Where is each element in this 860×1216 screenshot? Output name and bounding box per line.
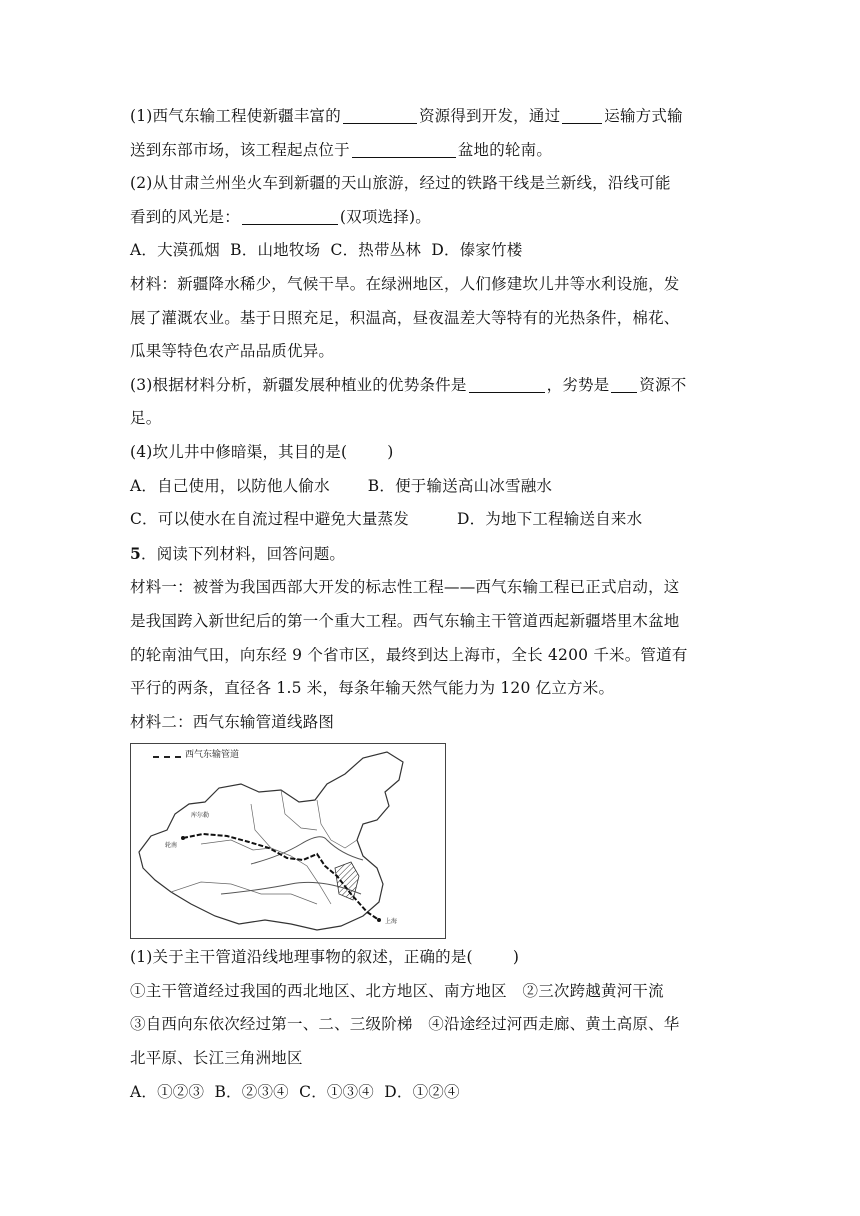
text: (3)根据材料分析，新疆发展种植业的优势条件是 — [130, 375, 467, 394]
text: ．阅读下列材料，回答问题。 — [141, 544, 346, 563]
q1-part2-line2 — [130, 201, 740, 235]
map-label-lunnan: 轮南 — [165, 842, 178, 850]
q1-part1-line2 — [130, 134, 740, 168]
pipeline-map — [130, 743, 446, 939]
worksheet-page — [130, 100, 740, 1109]
text: ，劣势是 — [546, 375, 610, 394]
option-c: C．可以使水在自流过程中避免大量蒸发 — [130, 510, 409, 529]
material-line2: 展了灌溉农业。基于日照充足，积温高，昼夜温差大等特有的光热条件，棉花、 — [130, 308, 680, 327]
text: (4)坎儿井中修暗渠，其目的是( — [130, 442, 348, 461]
q1-part4-options-cd — [130, 503, 740, 537]
q1-part3-line2: 足。 — [130, 409, 162, 428]
text: 运输方式输 — [604, 107, 683, 125]
option-b: B．便于输送高山冰雪融水 — [367, 476, 553, 495]
china-outline-map — [131, 744, 445, 938]
option-a: A．大漠孤烟 — [130, 241, 220, 260]
map-label-korla: 库尔勒 — [191, 812, 210, 820]
answer-blank[interactable] — [562, 106, 602, 124]
answer-blank[interactable] — [469, 375, 545, 393]
q5-m2: 材料二：西气东输管道线路图 — [130, 712, 335, 731]
q5-m1-line2: 是我国跨入新世纪后的第一个重大工程。西气东输主干管道西起新疆塔里木盆地 — [130, 611, 680, 630]
text: 看到的风光是： — [130, 207, 240, 226]
q5-m1-line4: 平行的两条，直径各 1.5 米，每条年输天然气能力为 120 亿立方米。 — [130, 679, 615, 698]
text: (1)西气东输工程使新疆丰富的 — [130, 107, 341, 125]
legend-line-icon — [153, 756, 181, 758]
q5-stmt-3: 北平原、长江三角洲地区 — [130, 1049, 303, 1068]
option-b: B．山地牧场 — [230, 241, 321, 260]
option-d: D．为地下工程输送自来水 — [456, 510, 643, 529]
option-d: D．傣家竹楼 — [431, 241, 523, 260]
text: 资源不 — [639, 375, 687, 394]
answer-blank[interactable] — [242, 207, 338, 225]
text: (1)关于主干管道沿线地理事物的叙述，正确的是( — [130, 948, 473, 967]
option-a: A．自己使用，以防他人偷水 — [130, 476, 330, 495]
answer-blank[interactable] — [343, 106, 417, 124]
option-a: A．①②③ — [130, 1082, 205, 1101]
material-line3: 瓜果等特色农产品品质优异。 — [130, 342, 335, 361]
q5-options — [130, 1076, 740, 1110]
q5-m1-line1: 材料一：被誉为我国西部大开发的标志性工程——西气东输工程已正式启动，这 — [130, 578, 680, 597]
q5-sub1 — [130, 941, 740, 975]
text: 盆地的轮南。 — [457, 140, 553, 159]
q1-part4-options-ab — [130, 470, 740, 504]
q1-part2-line1: (2)从甘肃兰州坐火车到新疆的天山旅游，经过的铁路干线是兰新线，沿线可能 — [130, 174, 671, 193]
text: ) — [387, 442, 394, 461]
q5-stmt-2: ③自西向东依次经过第一、二、三级阶梯 ④沿途经过河西走廊、黄土高原、华 — [130, 1015, 680, 1034]
option-d: D．①②④ — [384, 1082, 460, 1101]
material-line1: 材料：新疆降水稀少，气候干旱。在绿洲地区，人们修建坎儿井等水利设施，发 — [130, 274, 680, 293]
text: ) — [512, 948, 520, 967]
map-legend: 西气东输管道 — [185, 750, 240, 761]
q1-part2-options — [130, 234, 740, 268]
q1-part4 — [130, 436, 740, 470]
option-c: C．热带丛林 — [330, 241, 422, 260]
option-b: B．②③④ — [214, 1082, 289, 1101]
q5-heading — [130, 537, 740, 572]
question-number: 5 — [130, 543, 141, 563]
option-c: C．①③④ — [299, 1082, 375, 1101]
q5-stmt-1: ①主干管道经过我国的西北地区、北方地区、南方地区 ②三次跨越黄河干流 — [130, 981, 664, 1000]
text: 资源得到开发，通过 — [418, 107, 561, 125]
text: (双项选择)。 — [339, 207, 431, 226]
q1-part1-line1 — [130, 100, 740, 134]
answer-blank[interactable] — [352, 140, 456, 158]
map-label-shanghai: 上海 — [385, 918, 398, 926]
answer-blank[interactable] — [611, 375, 637, 393]
q5-m1-line3: 的轮南油气田，向东经 9 个省市区，最终到达上海市，全长 4200 千米。管道有 — [130, 645, 688, 664]
text: 送到东部市场，该工程起点位于 — [130, 140, 350, 159]
q1-part3-line1 — [130, 369, 740, 403]
